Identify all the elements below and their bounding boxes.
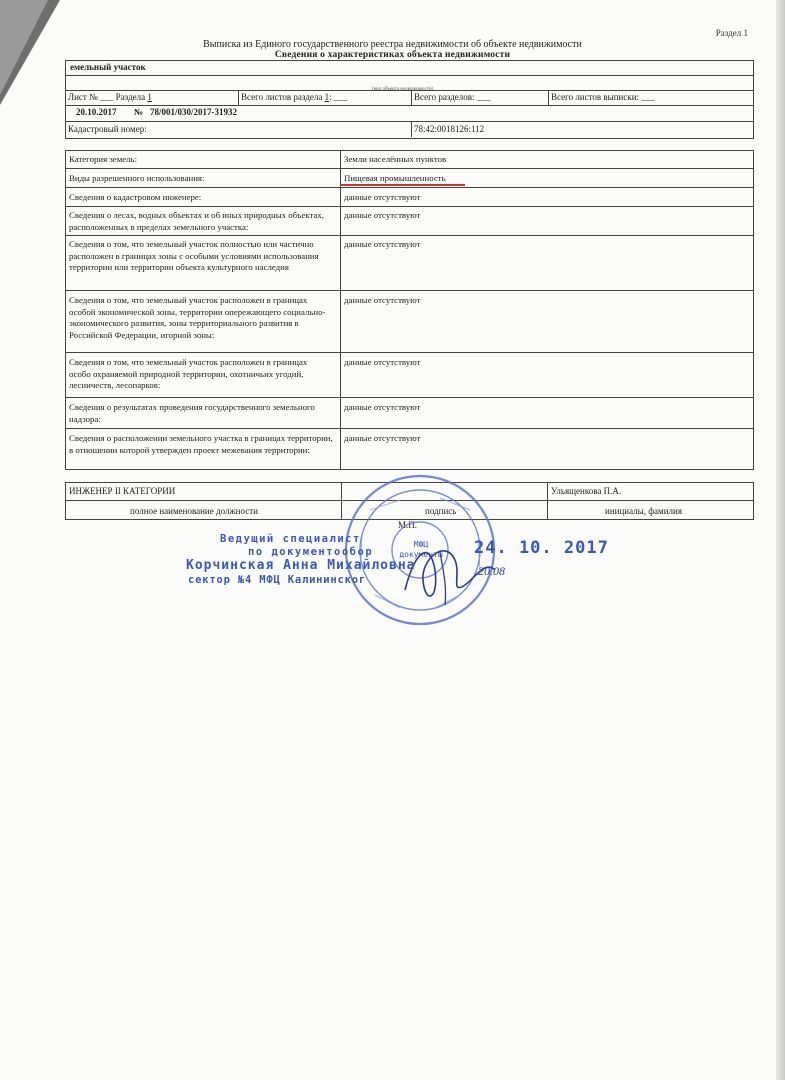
object-type-rule — [65, 75, 754, 76]
cadastral-label: Кадастровый номер: — [68, 124, 147, 134]
row-label-cadastral-engineer: Сведения о кадастровом инженере: — [69, 192, 202, 202]
table-row-sep — [65, 206, 754, 207]
number-label: № — [134, 107, 144, 117]
row-value-special-zone: данные отсутствуют — [344, 239, 421, 249]
cadastral-row-top — [65, 121, 754, 122]
table-row-sep — [65, 290, 754, 291]
row-value-forests-water: данные отсутствуют — [344, 210, 421, 220]
document-title: Выписка из Единого государственного реестра недвижимости об объекте недвижимости — [203, 39, 582, 50]
seal-center-text: МФЦ документы — [399, 540, 443, 559]
row-label-protected-area: Сведения о том, что земельный участок расположен в границах особо охраняемой природной территории, охотничьих угодий, лесничеств, лесопарков: — [69, 357, 308, 390]
sheet-label: Лист № ___ Раздела 1 — [68, 92, 152, 102]
section-number: Раздел 1 — [715, 28, 748, 38]
table-row-sep — [65, 187, 754, 188]
stamp-line-3: Корчинская Анна Михайловна — [186, 558, 416, 573]
row-label-survey-project: Сведения о расположении земельного участка в границах территории, в отношении которой утвержден проект межевания территории: — [69, 433, 333, 455]
stamp-line-2: по документообор — [248, 546, 374, 558]
stamp-date: 24. 10. 2017 — [474, 538, 609, 558]
doc-row-top — [65, 105, 754, 106]
caption-position: полное наименование должности — [130, 506, 258, 516]
row-value-cadastral-engineer: данные отсутствуют — [344, 192, 421, 202]
row-label-permitted-use: Виды разрешенного использования: — [69, 173, 205, 183]
signer-position: ИНЖЕНЕР II КАТЕГОРИИ — [69, 486, 176, 496]
signature-date-note: 20.08 — [478, 564, 505, 578]
sheet-divider-2 — [411, 90, 412, 105]
table-column-divider — [340, 150, 341, 469]
sheet-row-top — [65, 90, 754, 91]
row-value-protected-area: данные отсутствуют — [344, 357, 421, 367]
row-value-permitted-use: Пищевая промышленность — [344, 173, 446, 183]
object-type: емельный участок — [70, 62, 146, 72]
row-value-survey-project: данные отсутствуют — [344, 433, 421, 443]
stamp-line-1: Ведущий специалист — [220, 533, 361, 545]
seal-place-label: М.П. — [398, 520, 418, 530]
caption-name: инициалы, фамилия — [605, 506, 682, 516]
stamp-line-4: сектор №4 МФЦ Калининског — [188, 574, 367, 586]
sheet-divider-1 — [238, 90, 239, 105]
row-value-economic-zone: данные отсутствуют — [344, 295, 421, 305]
total-sheets-extract: Всего листов выписки: ___ — [551, 92, 655, 102]
page-edge — [776, 0, 785, 1080]
row-label-land-supervision: Сведения о результатах проведения государственного земельного надзора: — [69, 402, 315, 424]
sheet-divider-3 — [548, 90, 549, 105]
row-label-economic-zone: Сведения о том, что земельный участок расположен в границах особой экономической зоны, территории опережающего социально-экономического развития, зоны территориального развития в Российской Федерации, игорной зоны: — [69, 295, 326, 340]
table-row-sep — [65, 428, 754, 429]
extract-date: 20.10.2017 — [76, 107, 117, 117]
table-row-sep — [65, 397, 754, 398]
cadastral-value: 78:42:0018126:112 — [414, 124, 485, 134]
caption-signature: подпись — [425, 506, 457, 516]
cadastral-divider — [411, 121, 412, 137]
extract-number: 78/001/030/2017-31932 — [150, 107, 237, 117]
document-subtitle: Сведения о характеристиках объекта недвижимости — [274, 50, 511, 60]
row-value-land-category: Земли населённых пунктов — [344, 154, 447, 164]
table-row-sep — [65, 352, 754, 353]
object-type-caption: (вид объекта недвижимости) — [372, 87, 434, 92]
table-row-sep — [65, 235, 754, 236]
red-underline-mark — [340, 184, 465, 186]
total-sections: Всего разделов: ___ — [414, 92, 491, 102]
total-sheets-section: Всего листов раздела 1: ___ — [241, 92, 348, 102]
row-label-forests-water: Сведения о лесах, водных объектах и об иных природных объектах, расположенных в пределах земельного участка: — [69, 210, 324, 232]
signer-name: Ульященкова П.А. — [551, 486, 622, 496]
row-value-land-supervision: данные отсутствуют — [344, 402, 421, 412]
signature-divider-2 — [547, 482, 548, 519]
table-row-sep — [65, 168, 754, 169]
row-label-land-category: Категория земель: — [69, 154, 138, 164]
row-label-special-zone: Сведения о том, что земельный участок полностью или частично расположен в границах зоны с особыми условиями использования территории или территории объекта культурного наследия — [69, 239, 319, 272]
